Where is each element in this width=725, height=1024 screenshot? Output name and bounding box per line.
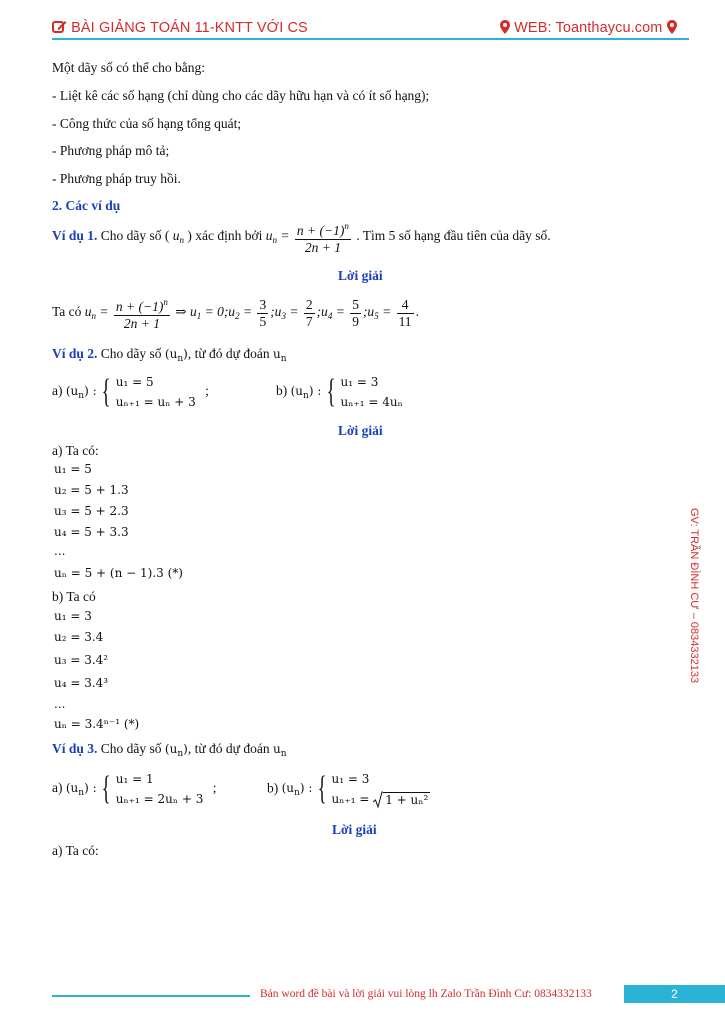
footer-divider xyxy=(52,995,250,997)
example-1-formula-lhs: $u_n$ = xyxy=(265,228,290,246)
intro-line-4: - Phương pháp mô tả; xyxy=(52,143,170,158)
example-1-statement xyxy=(52,218,551,256)
intro-line-2: - Liệt kê các số hạng (chỉ dùng cho các dãy hữu hạn và có ít số hạng); xyxy=(52,88,430,103)
example-1-text-b: ) xác định bởi xyxy=(187,228,263,244)
page-number: 2 xyxy=(624,985,725,1003)
example-2-b-line: u₁ = 3 xyxy=(54,609,92,623)
example-3-b-label: b) xyxy=(267,780,279,796)
edit-icon xyxy=(52,20,67,38)
example-2-a-line: u₄ = 5 + 3.3 xyxy=(54,525,129,539)
example-2-part-a: a) $(u_n)$ : { u₁ = 5 uₙ₊₁ = uₙ + 3 ; xyxy=(52,373,209,410)
example-2-a-label: a) xyxy=(52,383,63,399)
map-pin-icon xyxy=(667,20,677,38)
intro-line-3: - Công thức của số hạng tổng quát; xyxy=(52,116,242,131)
example-2-b-line: ... xyxy=(54,697,66,711)
example-1-frac-num: n + (−1) xyxy=(296,223,345,238)
header-title: BÀI GIẢNG TOÁN 11-KNTT VỚI CS xyxy=(71,20,308,36)
example-3-b-system: u₁ = 3 uₙ₊₁ = 1 + uₙ² xyxy=(331,769,430,810)
example-3-label: Ví dụ 3. xyxy=(52,741,98,756)
intro-line-1: Một dãy số có thể cho bằng: xyxy=(52,60,205,75)
example-2-b-line: u₄ = 3.4³ xyxy=(54,676,109,690)
example-1-text-a: Cho dãy số ( xyxy=(100,228,170,244)
example-3-text: Cho dãy số xyxy=(100,741,162,756)
example-1-text-c: . Tìm 5 số hạng đầu tiên của dãy số. xyxy=(356,228,551,244)
example-2-statement: Ví dụ 2. Cho dãy số $(u_n)$, từ đó dự đoán $u_n$ xyxy=(52,346,287,364)
fraction-u4: $\frac{5}{9}$ xyxy=(352,296,359,329)
side-teacher-credit: GV: TRẦN ĐÌNH CƯ – 0834332133 xyxy=(688,508,700,684)
map-pin-icon xyxy=(500,20,510,38)
example-2-b-line: uₙ = 3.4ⁿ⁻¹ (*) xyxy=(54,717,140,731)
sqrt-icon: 1 + uₙ² xyxy=(373,790,430,810)
example-2-a-line: u₂ = 5 + 1.3 xyxy=(54,483,129,497)
example-3-a-intro: a) Ta có: xyxy=(52,843,99,858)
example-2-part-b: b) $(u_n)$ : { u₁ = 3 uₙ₊₁ = 4uₙ xyxy=(276,373,403,410)
example-3-a-label: a) xyxy=(52,780,63,796)
example-2-a-line: ... xyxy=(54,544,66,558)
example-1-frac-den: 2n + 1 xyxy=(304,240,341,255)
example-2-a-line: u₁ = 5 xyxy=(54,462,92,476)
example-2-a-line: u₃ = 5 + 2.3 xyxy=(54,504,129,518)
example-2-text: Cho dãy số xyxy=(100,346,162,361)
example-2-label: Ví dụ 2. xyxy=(52,346,98,361)
example-1-fraction: $\frac{n + (-1)^n}{2n + 1}$ xyxy=(295,218,351,256)
example-2-a-system: u₁ = 5 uₙ₊₁ = uₙ + 3 xyxy=(115,375,196,409)
footer-text: Bản word đề bài và lời giải vui lòng lh Zalo Trần Đình Cư: 0834332133 xyxy=(260,988,592,1000)
example-1-label: Ví dụ 1. xyxy=(52,228,98,244)
fraction-u5: $\frac{4}{11}$ xyxy=(398,296,412,329)
example-1-sol-prefix: Ta có xyxy=(52,304,82,320)
example-3-solution-title: Lời giải xyxy=(332,822,377,837)
fraction-u3: $\frac{2}{7}$ xyxy=(305,296,313,329)
example-3-part-a: a) $(u_n)$ : { u₁ = 1 uₙ₊₁ = 2uₙ + 3 ; xyxy=(52,770,217,807)
example-2-a-line: uₙ = 5 + (n − 1).3 (*) xyxy=(54,566,183,580)
example-2-b-label: b) xyxy=(276,383,288,399)
header-web[interactable]: WEB: Toanthaycu.com xyxy=(514,20,663,36)
example-3-a-system: u₁ = 1 uₙ₊₁ = 2uₙ + 3 xyxy=(115,772,204,806)
example-2-b-line: u₂ = 3.4 xyxy=(54,630,104,644)
example-1-solution: Ta có $u_n$ = $\frac{n + (-1)^n}{2n + 1}$ ⇒ $u_1$ = $0;u_2$ = $\frac{3}{5}$ $;u_3$ = $\frac{2}{7}$ $;u_4$ = $\frac{5}{9}$ $;u_5$ = $\frac{4}{11}$ . xyxy=(52,294,419,332)
header-title-wrap xyxy=(52,20,308,38)
example-3-part-b: b) $(u_n)$ : { u₁ = 3 uₙ₊₁ = 1 + uₙ² xyxy=(267,769,430,810)
intro-line-5: - Phương pháp truy hồi. xyxy=(52,171,181,186)
example-2-b-system: u₁ = 3 uₙ₊₁ = 4uₙ xyxy=(340,375,403,409)
example-3-text-b: , từ đó dự đoán xyxy=(187,741,270,756)
example-3-statement: Ví dụ 3. Cho dãy số $(u_n)$, từ đó dự đoán $u_n$ xyxy=(52,741,287,759)
example-2-text-b: , từ đó dự đoán xyxy=(187,346,270,361)
example-2-solution-title: Lời giải xyxy=(338,423,383,438)
header-divider xyxy=(52,38,689,40)
example-2-b-intro: b) Ta có xyxy=(52,589,96,604)
section-heading: 2. Các ví dụ xyxy=(52,198,121,213)
example-1-un: $u_n$ xyxy=(172,228,185,246)
example-1-solution-title: Lời giải xyxy=(338,268,383,283)
fraction-u2: $\frac{3}{5}$ xyxy=(259,296,267,329)
example-1-sol-fraction: $\frac{n + (-1)^n}{2n + 1}$ xyxy=(114,294,170,332)
example-2-b-line: u₃ = 3.4² xyxy=(54,653,109,667)
example-2-a-intro: a) Ta có: xyxy=(52,443,99,458)
header-web-wrap xyxy=(500,20,677,38)
